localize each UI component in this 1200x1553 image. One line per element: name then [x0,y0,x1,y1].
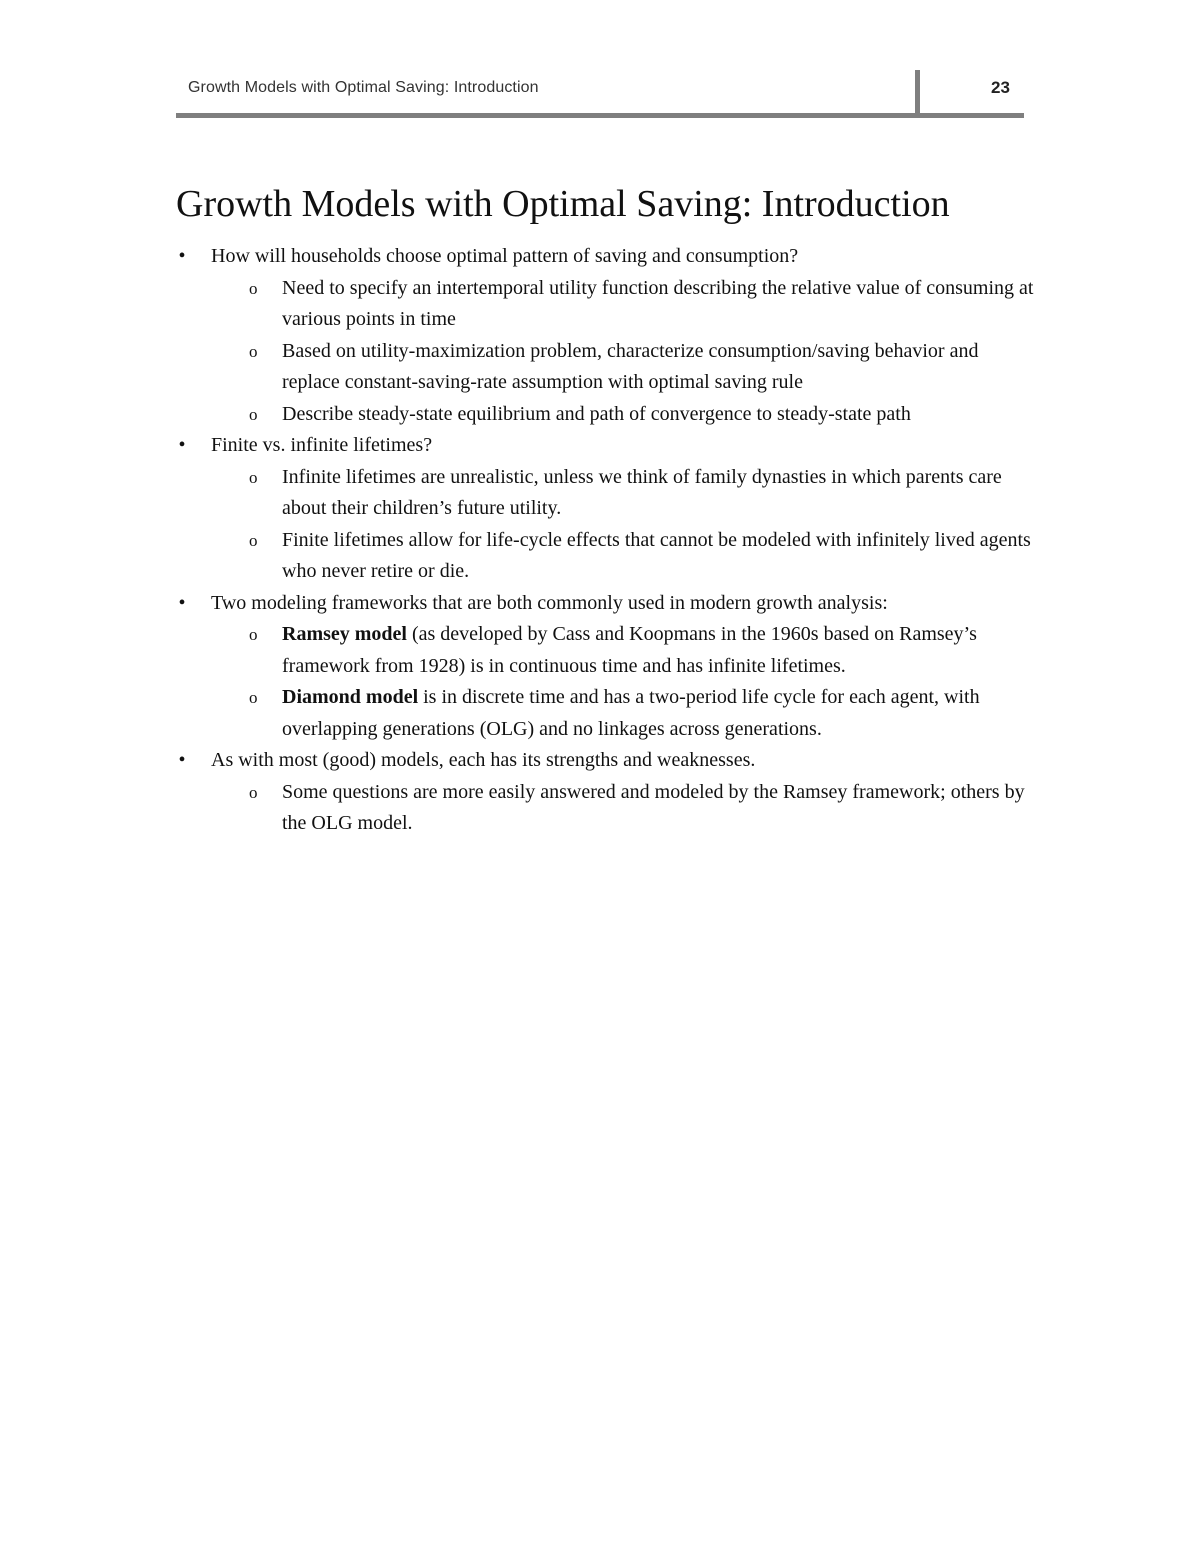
sub-item-text: (as developed by Cass and Koopmans in the 1960s based on Ramsey’s framework from 1928) is in continuous time and has infinite lifetimes. [282,623,977,677]
sub-item-text: Based on utility-maximization problem, characterize consumption/saving behavior and replace constant-saving-rate assumption with optimal saving rule [282,339,979,393]
sub-item [176,399,1036,431]
sub-item [176,336,1036,399]
sub-item [176,273,1036,336]
sub-item-text: Some questions are more easily answered and modeled by the Ramsey framework; others by the OLG model. [282,780,1025,834]
sub-list [211,777,1036,840]
page-header [176,70,1024,118]
sub-item-text: Need to specify an intertemporal utility function describing the relative value of consuming at various points in time [282,276,1034,330]
sub-item [176,462,1036,525]
sub-bullet-marker-icon: o [249,404,258,424]
bullet-marker-icon: • [178,245,186,267]
sub-list [211,619,1036,745]
sub-bullet-marker-icon: o [249,688,258,707]
sub-bullet-marker-icon: o [249,782,258,802]
sub-item [176,682,1036,745]
sub-item [176,525,1036,588]
bullet-marker-icon: • [178,749,186,771]
sub-item-text: is in discrete time and has a two-period life cycle for each agent, with overlapping generations (OLG) and no linkages across generations. [282,686,980,740]
sub-item-text: Describe steady-state equilibrium and path of convergence to steady-state path [282,402,911,425]
sub-list [211,273,1036,431]
bullet-item [176,745,1036,840]
sub-bullet-marker-icon: o [249,625,258,644]
sub-item-text: Infinite lifetimes are unrealistic, unless we think of family dynasties in which parents care about their children’s future utility. [282,465,1002,519]
page-number: 23 [991,78,1010,97]
sub-bullet-marker-icon: o [249,467,258,487]
bullet-text: Two modeling frameworks that are both commonly used in modern growth analysis: [211,591,888,614]
bullet-item [176,588,1036,746]
bullet-marker-icon: • [178,591,186,614]
header-rule [176,113,1024,118]
sub-item [176,777,1036,840]
sub-item-text: Finite lifetimes allow for life-cycle effects that cannot be modeled with infinitely lived agents who never retire or die. [282,528,1031,582]
sub-item [176,619,1036,682]
sub-list [211,462,1036,588]
sub-bullet-marker-icon: o [249,530,258,550]
content-body [176,241,1036,840]
sub-bullet-marker-icon: o [249,341,258,361]
page-title: Growth Models with Optimal Saving: Introduction [176,183,950,225]
header-divider [915,70,920,114]
bullet-item [176,241,1036,430]
bullet-marker-icon: • [178,434,186,456]
bullet-text: How will households choose optimal pattern of saving and consumption? [211,245,799,267]
term-diamond-model: Diamond model [282,686,419,708]
bullet-text: As with most (good) models, each has its strengths and weaknesses. [211,749,756,771]
bullet-item [176,430,1036,588]
sub-bullet-marker-icon: o [249,278,258,298]
term-ramsey-model: Ramsey model [282,623,407,645]
bullet-list [176,241,1036,840]
running-header-title: Growth Models with Optimal Saving: Introduction [188,79,539,96]
bullet-text: Finite vs. infinite lifetimes? [211,434,433,456]
